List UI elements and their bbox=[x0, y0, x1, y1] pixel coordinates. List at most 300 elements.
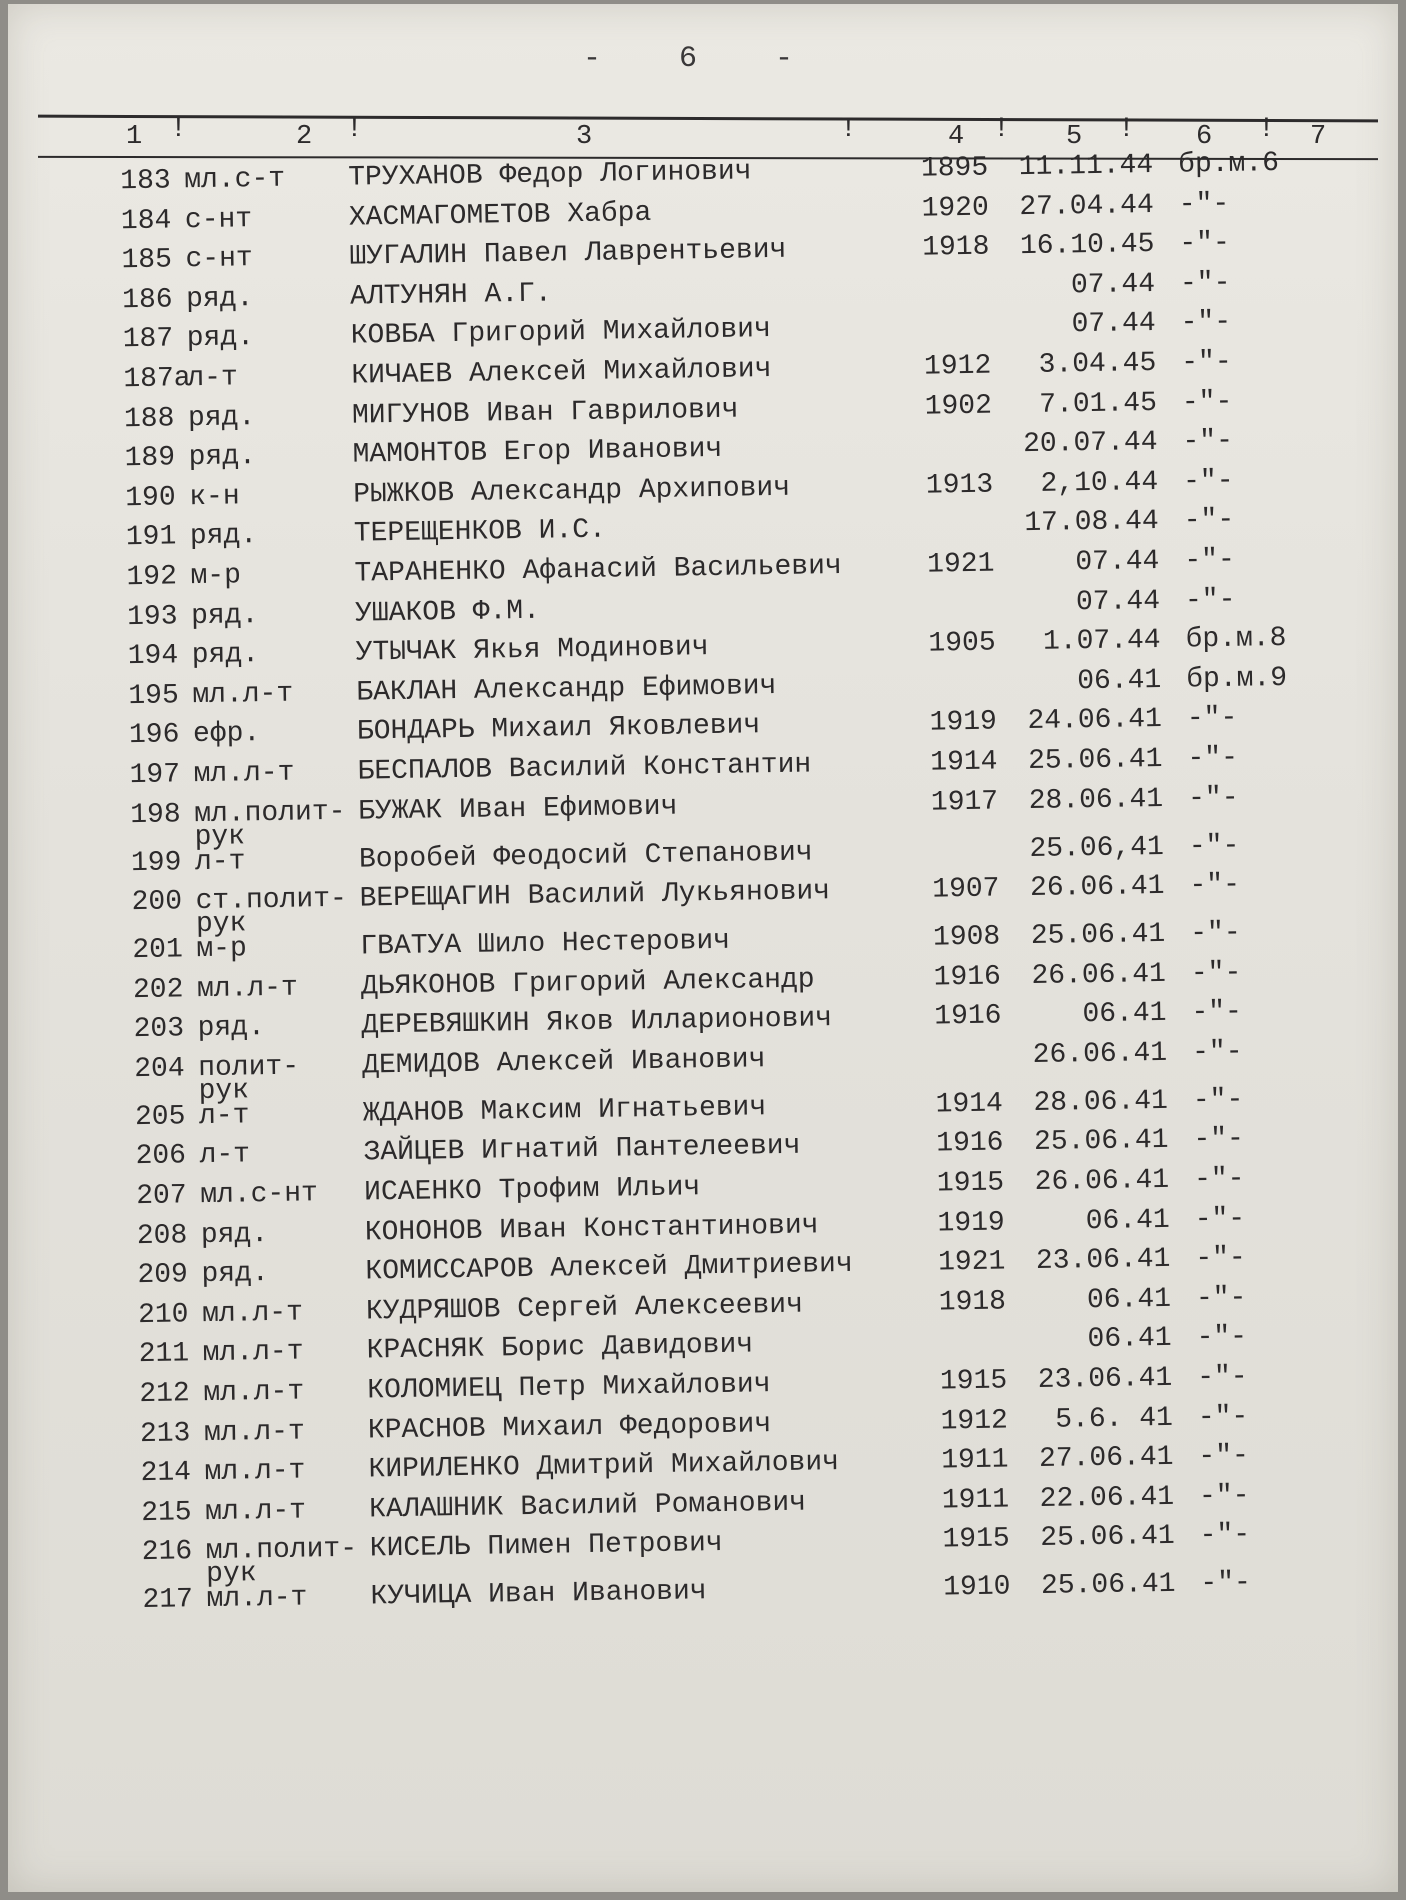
row-burial-note-text: -"- bbox=[1192, 1084, 1244, 1117]
row-rank-text: л-т bbox=[187, 362, 239, 395]
row-birth-year bbox=[927, 1361, 1008, 1402]
row-name-text: ТЕРЕЩЕНКОВ И.С. bbox=[353, 514, 607, 550]
row-burial-note bbox=[1189, 864, 1330, 906]
row-death-date bbox=[1005, 265, 1156, 307]
row-death-date-text: 07.44 bbox=[1070, 268, 1156, 302]
row-death-date bbox=[1019, 1161, 1170, 1203]
row-birth-year bbox=[910, 267, 990, 268]
row-name-text: МАМОНТОВ Егор Иванович bbox=[352, 433, 723, 471]
row-burial-note-text: -"- bbox=[1200, 1568, 1252, 1600]
row-death-date-text: 06.41 bbox=[1085, 1204, 1170, 1237]
row-birth-year-text: 1914 bbox=[930, 746, 998, 779]
row-burial-note bbox=[1178, 183, 1319, 225]
row-death-date-text: 25.06.41 bbox=[1027, 743, 1163, 777]
row-number bbox=[135, 1097, 206, 1138]
row-death-date bbox=[1016, 994, 1167, 1036]
row-death-date bbox=[1008, 463, 1159, 505]
row-birth-year bbox=[926, 1322, 1006, 1323]
row-burial-note-text: -"- bbox=[1196, 1361, 1248, 1394]
row-number-text: 213 bbox=[139, 1417, 191, 1450]
row-birth-year bbox=[912, 386, 993, 427]
row-name-text: РЫЖКОВ Александр Архипович bbox=[352, 472, 791, 511]
row-death-date bbox=[1024, 1478, 1175, 1520]
row-number bbox=[120, 161, 191, 202]
row-death-date bbox=[1015, 915, 1166, 957]
row-birth-year-text: 1915 bbox=[942, 1523, 1010, 1556]
row-birth-year-text: 1919 bbox=[929, 706, 998, 739]
row-rank bbox=[193, 792, 375, 853]
row-birth-year bbox=[909, 188, 990, 229]
row-number-text: 206 bbox=[135, 1140, 187, 1173]
row-birth-year-text: 1908 bbox=[932, 921, 1001, 954]
row-number-text: 190 bbox=[125, 482, 176, 514]
row-number-text: 188 bbox=[123, 402, 175, 435]
row-number-text: 216 bbox=[141, 1536, 193, 1569]
row-death-date-text: 20.07.44 bbox=[1022, 427, 1158, 461]
row-death-date bbox=[1021, 1280, 1172, 1322]
row-burial-note-text: -"- bbox=[1198, 1440, 1250, 1473]
row-name-text: ТАРАНЕНКО Афанасий Васильевич bbox=[354, 550, 842, 590]
row-death-date bbox=[1011, 661, 1162, 703]
row-burial-note bbox=[1198, 1396, 1339, 1438]
row-birth-year-text: 1917 bbox=[930, 786, 999, 819]
row-birth-year-text: 1907 bbox=[932, 873, 1000, 906]
row-rank bbox=[206, 1578, 387, 1621]
row-death-date-text: 27.06.41 bbox=[1038, 1442, 1174, 1476]
row-burial-note-text: -"- bbox=[1193, 1124, 1245, 1156]
row-death-date-text: 5.6. 41 bbox=[1054, 1402, 1174, 1436]
row-death-date bbox=[1009, 542, 1160, 584]
row-death-date-text: 26.06.41 bbox=[1032, 1037, 1168, 1071]
row-name-text: БЕСПАЛОВ Василий Константин bbox=[357, 749, 812, 788]
row-birth-year-text: 1921 bbox=[937, 1246, 1006, 1279]
row-burial-note bbox=[1185, 618, 1326, 660]
row-rank-text: ефр. bbox=[192, 718, 261, 751]
row-rank-continuation: рук bbox=[205, 1558, 257, 1591]
row-rank-text: л-т bbox=[194, 845, 246, 878]
row-death-date-text: 06.41 bbox=[1082, 998, 1167, 1031]
row-birth-year bbox=[921, 997, 1002, 1038]
row-number-text: 211 bbox=[138, 1338, 190, 1371]
row-burial-note-text: -"- bbox=[1180, 307, 1232, 339]
row-burial-note-text: -"- bbox=[1181, 386, 1233, 419]
row-number-text: 197 bbox=[129, 759, 181, 792]
row-death-date bbox=[1024, 1517, 1175, 1559]
row-number bbox=[124, 438, 195, 479]
row-burial-note bbox=[1197, 1356, 1338, 1398]
row-number-text: 202 bbox=[132, 974, 184, 1006]
row-death-date-text: 06.41 bbox=[1086, 1283, 1172, 1317]
row-number bbox=[122, 280, 193, 321]
row-number-text: 186 bbox=[121, 284, 173, 317]
row-rank-text: к-н bbox=[189, 481, 240, 513]
row-rank-text: мл.л-т bbox=[204, 1495, 307, 1528]
row-death-date bbox=[1013, 779, 1164, 821]
row-rank-text: с-нт bbox=[185, 243, 253, 276]
row-burial-note-text: -"- bbox=[1188, 830, 1240, 863]
row-name-text: БОНДАРЬ Михаил Яковлевич bbox=[356, 710, 761, 748]
row-rank bbox=[193, 752, 374, 795]
col-6-label: 6 bbox=[1196, 122, 1213, 152]
row-rank bbox=[196, 927, 377, 970]
row-name-text: МИГУНОВ Иван Гаврилович bbox=[351, 394, 739, 432]
row-name-text: ТРУХАНОВ Федор Логинович bbox=[348, 156, 752, 194]
row-birth-year-text: 1919 bbox=[937, 1207, 1005, 1240]
row-death-date-text: 25.06.41 bbox=[1040, 1569, 1176, 1603]
row-death-date bbox=[1007, 384, 1158, 426]
row-name bbox=[369, 1521, 930, 1570]
row-rank bbox=[190, 515, 371, 558]
row-number bbox=[126, 557, 197, 598]
row-rank-text: ст.полит- bbox=[195, 883, 348, 918]
row-rank-text: ряд. bbox=[189, 520, 258, 553]
row-death-date bbox=[1019, 1201, 1170, 1243]
row-name bbox=[370, 1569, 931, 1618]
row-burial-note-text: -"- bbox=[1189, 917, 1241, 950]
row-number bbox=[137, 1216, 208, 1257]
row-death-date bbox=[1017, 1034, 1168, 1076]
row-burial-note bbox=[1191, 992, 1332, 1034]
row-number bbox=[127, 636, 198, 677]
row-rank-text: мл.л-т bbox=[206, 1582, 308, 1616]
row-number bbox=[126, 517, 197, 558]
row-birth-year-text: 1905 bbox=[928, 627, 996, 660]
row-number bbox=[135, 1136, 206, 1177]
row-number bbox=[122, 319, 193, 360]
row-birth-year bbox=[918, 782, 999, 823]
row-name-text: ЗАЙЦЕВ Игнатий Пантелеевич bbox=[363, 1131, 801, 1170]
row-burial-note-text: -"- bbox=[1181, 346, 1232, 379]
row-rank-text: мл.полит- bbox=[205, 1534, 358, 1568]
row-death-date bbox=[1012, 740, 1163, 782]
row-burial-note bbox=[1195, 1238, 1336, 1280]
row-burial-note-text: -"- bbox=[1184, 544, 1236, 577]
col-2-label: 2 bbox=[296, 122, 313, 152]
row-rank-text: мл.полит- bbox=[193, 796, 346, 830]
row-rank-text: ряд. bbox=[190, 599, 259, 632]
row-rank bbox=[195, 879, 376, 941]
row-number bbox=[134, 1049, 205, 1090]
row-rank-text: ряд. bbox=[201, 1258, 269, 1291]
col-1-label: 1 bbox=[126, 122, 143, 152]
row-rank bbox=[204, 1450, 385, 1493]
row-burial-note-text: -"- bbox=[1178, 188, 1230, 221]
row-number bbox=[121, 201, 192, 242]
row-name-text: УШАКОВ Ф.М. bbox=[354, 595, 541, 630]
row-rank-text: ряд. bbox=[185, 282, 254, 315]
row-death-date-text: 28.06.41 bbox=[1028, 783, 1164, 817]
row-burial-note-text: -"- bbox=[1179, 228, 1231, 260]
row-number-text: 193 bbox=[126, 600, 178, 633]
col-separator: ! bbox=[346, 114, 363, 145]
row-birth-year bbox=[921, 957, 1002, 998]
row-death-date-text: 23.06.41 bbox=[1037, 1362, 1173, 1397]
row-burial-note bbox=[1192, 1031, 1333, 1073]
row-birth-year bbox=[911, 347, 992, 388]
row-name-text: КОМИССАРОВ Алексей Дмитриевич bbox=[365, 1249, 853, 1288]
row-number bbox=[124, 399, 195, 440]
row-rank bbox=[200, 1173, 381, 1216]
row-rank-text: полит- bbox=[197, 1051, 300, 1084]
row-number bbox=[121, 240, 192, 281]
row-death-date-text: 07.44 bbox=[1075, 585, 1161, 618]
row-name-text: КОВБА Григорий Михайлович bbox=[350, 314, 772, 353]
row-rank-text: м-р bbox=[190, 560, 242, 593]
row-burial-note bbox=[1188, 777, 1329, 819]
row-birth-year bbox=[909, 228, 990, 269]
row-rank-text: ряд. bbox=[197, 1012, 266, 1045]
row-rank bbox=[192, 673, 373, 716]
row-death-date bbox=[1014, 867, 1165, 909]
row-name-text: ИСАЕНКО Трофим Ильич bbox=[363, 1172, 701, 1209]
row-number bbox=[131, 882, 202, 923]
row-burial-note bbox=[1194, 1198, 1335, 1240]
row-death-date-text: 25.06,41 bbox=[1029, 831, 1165, 865]
row-birth-year bbox=[928, 1401, 1009, 1442]
row-burial-note bbox=[1187, 698, 1328, 740]
row-death-date bbox=[1018, 1121, 1169, 1163]
row-number bbox=[142, 1532, 213, 1573]
row-death-date-text: 11.11.44 bbox=[1018, 150, 1154, 184]
row-rank-text: мл.л-т bbox=[192, 678, 294, 711]
row-burial-note-text: -"- bbox=[1195, 1282, 1247, 1315]
row-number bbox=[140, 1414, 211, 1455]
row-number bbox=[128, 676, 199, 717]
row-birth-year-text: 1911 bbox=[941, 1444, 1009, 1477]
row-death-date bbox=[1012, 700, 1163, 742]
row-death-date-text: 17.08.44 bbox=[1024, 506, 1160, 540]
row-number-text: 205 bbox=[134, 1101, 186, 1133]
row-rank bbox=[191, 633, 372, 676]
row-number bbox=[139, 1374, 210, 1415]
row-birth-year-text: 1902 bbox=[924, 390, 993, 423]
row-death-date-text: 25.06.41 bbox=[1040, 1521, 1175, 1555]
row-birth-year bbox=[913, 465, 994, 506]
row-number bbox=[132, 930, 203, 971]
row-death-date bbox=[1021, 1319, 1172, 1361]
row-name-text: ХАСМАГОМЕТОВ Хабра bbox=[348, 197, 652, 234]
row-burial-note bbox=[1182, 421, 1323, 463]
row-rank bbox=[205, 1490, 386, 1533]
row-rank-text: мл.л-т bbox=[204, 1455, 306, 1489]
row-number-text: 210 bbox=[137, 1299, 189, 1331]
row-burial-note-text: -"- bbox=[1179, 267, 1231, 300]
row-death-date-text: 7.01.45 bbox=[1039, 387, 1158, 421]
row-number bbox=[131, 843, 202, 884]
row-rank bbox=[191, 594, 372, 637]
row-rank-text: ряд. bbox=[200, 1218, 269, 1251]
row-burial-note bbox=[1178, 143, 1319, 185]
row-rank-text: м-р bbox=[196, 933, 248, 966]
row-burial-note bbox=[1199, 1515, 1340, 1557]
row-burial-note-text: бр.м.6 bbox=[1177, 148, 1280, 181]
row-number-text: 192 bbox=[126, 561, 178, 594]
row-rank bbox=[193, 713, 374, 756]
row-name-text: ДЬЯКОНОВ Григорий Александр bbox=[360, 964, 815, 1003]
row-burial-note bbox=[1193, 1119, 1334, 1161]
row-rank-text: ряд. bbox=[188, 441, 257, 474]
row-name-text: КРАСНОВ Михаил Федорович bbox=[367, 1408, 772, 1447]
row-name bbox=[362, 1038, 923, 1087]
row-burial-note-text: -"- bbox=[1183, 505, 1235, 537]
table-body bbox=[8, 142, 1406, 1623]
row-rank bbox=[203, 1371, 384, 1414]
row-birth-year bbox=[914, 544, 995, 585]
row-death-date-text: 23.06.41 bbox=[1035, 1244, 1171, 1278]
row-rank-text: л-т bbox=[198, 1100, 250, 1132]
row-burial-note bbox=[1193, 1079, 1334, 1121]
row-birth-year bbox=[929, 1480, 1010, 1521]
row-number-text: 200 bbox=[131, 886, 183, 919]
col-7-label: 7 bbox=[1310, 122, 1327, 152]
row-number-text: 215 bbox=[140, 1497, 192, 1529]
row-birth-year bbox=[925, 1243, 1006, 1284]
row-rank-text: л-т bbox=[199, 1139, 251, 1172]
row-birth-year bbox=[915, 624, 996, 665]
row-death-date-text: 26.06.41 bbox=[1034, 1164, 1170, 1199]
row-name-text: КИРИЛЕНКО Дмитрий Михайлович bbox=[368, 1447, 840, 1486]
row-death-date bbox=[1016, 955, 1167, 997]
row-rank bbox=[188, 396, 369, 439]
row-number bbox=[123, 359, 194, 400]
row-rank-text: мл.с-т bbox=[184, 163, 286, 197]
row-name-text: ВЕРЕЩАГИН Василий Лукьянович bbox=[359, 876, 831, 915]
row-burial-note bbox=[1186, 658, 1327, 700]
row-death-date bbox=[1025, 1565, 1176, 1607]
row-birth-year bbox=[917, 742, 998, 783]
row-rank bbox=[205, 1530, 387, 1591]
row-number bbox=[129, 715, 200, 756]
row-number-text: 204 bbox=[133, 1053, 185, 1086]
row-birth-year-text: 1915 bbox=[939, 1365, 1008, 1398]
row-rank bbox=[184, 158, 365, 201]
row-burial-note bbox=[1200, 1563, 1341, 1605]
row-rank-text: ряд. bbox=[187, 401, 256, 434]
row-burial-note-text: -"- bbox=[1191, 997, 1243, 1029]
row-death-date-text: 3.04.45 bbox=[1038, 347, 1157, 381]
row-name bbox=[358, 783, 919, 832]
row-birth-year bbox=[923, 1084, 1004, 1125]
row-burial-note-text: -"- bbox=[1184, 584, 1236, 617]
row-number-text: 183 bbox=[120, 165, 171, 198]
row-birth-year-text: 1914 bbox=[935, 1088, 1004, 1121]
row-name-text: ДЕРЕВЯШКИН Яков Илларионович bbox=[361, 1003, 833, 1042]
row-rank-text: мл.л-т bbox=[203, 1376, 305, 1410]
row-burial-note-text: -"- bbox=[1196, 1322, 1248, 1354]
row-rank-continuation: рук bbox=[195, 908, 247, 941]
row-burial-note bbox=[1194, 1158, 1335, 1200]
row-rank bbox=[202, 1292, 383, 1335]
row-rank bbox=[189, 475, 370, 518]
row-number-text: 207 bbox=[135, 1180, 187, 1213]
row-number-text: 217 bbox=[142, 1584, 194, 1617]
document-page bbox=[8, 4, 1398, 1892]
row-birth-year bbox=[919, 830, 999, 831]
row-burial-note bbox=[1183, 460, 1324, 502]
row-death-date bbox=[1022, 1359, 1173, 1401]
row-number bbox=[130, 795, 201, 836]
row-burial-note-text: -"- bbox=[1182, 425, 1234, 458]
row-birth-year-text: 1916 bbox=[934, 1000, 1002, 1033]
row-death-date-text: 06.41 bbox=[1077, 664, 1162, 697]
row-number-text: 191 bbox=[125, 521, 177, 554]
row-name-text: КОНОНОВ Иван Константинович bbox=[364, 1210, 819, 1249]
row-number-text: 194 bbox=[127, 640, 179, 673]
col-4-label: 4 bbox=[948, 122, 965, 152]
row-rank bbox=[195, 840, 376, 883]
row-name-text: ЖДАНОВ Максим Игнатьевич bbox=[362, 1092, 767, 1130]
row-birth-year bbox=[912, 426, 992, 427]
row-birth-year-text: 1918 bbox=[938, 1286, 1007, 1319]
row-burial-note bbox=[1199, 1475, 1340, 1517]
row-rank bbox=[185, 198, 366, 241]
row-death-date-text: 07.44 bbox=[1071, 308, 1156, 341]
row-burial-note-text: -"- bbox=[1187, 782, 1239, 815]
row-rank bbox=[185, 238, 366, 281]
row-rank bbox=[199, 1094, 380, 1137]
row-number-text: 184 bbox=[120, 205, 172, 237]
row-death-date-text: 24.06.41 bbox=[1027, 704, 1163, 738]
row-burial-note bbox=[1185, 579, 1326, 621]
row-name-text: КИСЕЛЬ Пимен Петрович bbox=[369, 1528, 723, 1565]
row-death-date bbox=[1007, 423, 1158, 465]
row-birth-year bbox=[920, 918, 1001, 959]
row-name-text: БАКЛАН Александр Ефимович bbox=[356, 670, 777, 709]
row-burial-note-text: -"- bbox=[1197, 1401, 1249, 1434]
row-death-date bbox=[1010, 621, 1161, 663]
row-rank-text: мл.л-т bbox=[202, 1336, 304, 1370]
row-rank-text: мл.л-т bbox=[196, 972, 299, 1005]
row-rank-text: мл.л-т bbox=[203, 1416, 306, 1449]
row-birth-year-text: 1916 bbox=[936, 1127, 1004, 1161]
row-birth-year bbox=[926, 1282, 1007, 1323]
row-death-date-text: 26.06.41 bbox=[1029, 871, 1165, 905]
row-death-date bbox=[1010, 581, 1161, 623]
row-death-date bbox=[1008, 502, 1159, 544]
row-birth-year bbox=[908, 149, 989, 190]
row-death-date-text: 25.06.41 bbox=[1030, 919, 1166, 953]
row-burial-note-text: -"- bbox=[1198, 1480, 1250, 1513]
row-death-date bbox=[1020, 1240, 1171, 1282]
row-birth-year bbox=[924, 1203, 1005, 1244]
row-rank bbox=[204, 1411, 385, 1454]
row-birth-year bbox=[913, 505, 993, 506]
row-rank bbox=[197, 1007, 378, 1050]
row-number bbox=[133, 970, 204, 1011]
row-burial-note-text: бр.м.9 bbox=[1186, 662, 1288, 696]
row-number-text: 201 bbox=[132, 934, 184, 967]
row-burial-note bbox=[1190, 912, 1331, 954]
row-birth-year bbox=[923, 1124, 1004, 1165]
header-rule-top bbox=[38, 115, 1378, 123]
row-number bbox=[137, 1255, 208, 1296]
row-burial-note bbox=[1180, 262, 1321, 304]
row-rank bbox=[188, 436, 369, 479]
row-death-date bbox=[1003, 186, 1154, 228]
row-burial-note bbox=[1196, 1317, 1337, 1359]
row-death-date bbox=[1018, 1082, 1169, 1124]
row-birth-year-text: 1895 bbox=[920, 152, 989, 185]
row-birth-year-text: 1920 bbox=[921, 192, 990, 225]
row-rank bbox=[187, 356, 368, 399]
col-3-label: 3 bbox=[576, 122, 593, 152]
row-name-text: КУЧИЦА Иван Иванович bbox=[370, 1576, 707, 1613]
row-burial-note-text: -"- bbox=[1194, 1203, 1246, 1236]
row-number-text: 198 bbox=[129, 798, 181, 831]
row-number bbox=[127, 597, 198, 638]
row-death-date-text: 26.06.41 bbox=[1031, 958, 1167, 992]
row-burial-note bbox=[1196, 1277, 1337, 1319]
